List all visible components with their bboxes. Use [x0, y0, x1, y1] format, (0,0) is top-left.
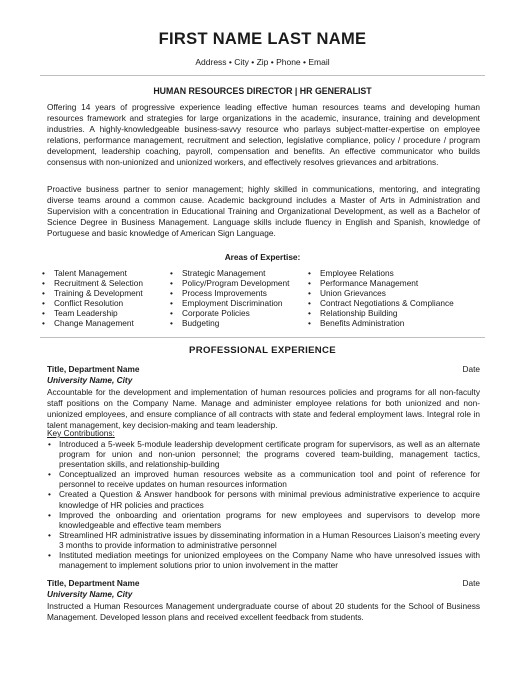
- skill-item: • Change Management: [40, 318, 143, 328]
- position-date: Date: [462, 364, 480, 374]
- skills-column-2: [168, 268, 289, 329]
- skill-item: • Training & Development: [40, 288, 143, 298]
- skill-item: • Process Improvements: [168, 288, 289, 298]
- skill-item: • Performance Management: [306, 278, 454, 288]
- skill-item: • Budgeting: [168, 318, 289, 328]
- skill-item: • Talent Management: [40, 268, 143, 278]
- divider: [40, 337, 485, 338]
- candidate-name: FIRST NAME LAST NAME: [158, 30, 367, 48]
- target-job-title: HUMAN RESOURCES DIRECTOR | HR GENERALIST: [153, 86, 372, 96]
- skill-item: • Policy/Program Development: [168, 278, 289, 288]
- contribution-item: • Instituted mediation meetings for unionized employees on the Company Name who have unresolved issues with management to implement solutions prior to union involvement in the matter: [47, 550, 480, 570]
- position-description: Accountable for the development and implementation of human resources policies and programs for all non-faculty staff positions on the Company Name. Manage and administer employee relations for both unionized and non-unionized employees, and ensure compliance of all contracts with state and federal employment laws. Integral role in talent management, key decision-making and team leadership.: [47, 387, 480, 430]
- position-title: Title, Department Name: [47, 364, 140, 374]
- skill-item: • Team Leadership: [40, 308, 143, 318]
- skill-item: • Employment Discrimination: [168, 298, 289, 308]
- skill-item: • Relationship Building: [306, 308, 454, 318]
- skill-item: • Employee Relations: [306, 268, 454, 278]
- contribution-item: • Improved the onboarding and orientation programs for new employees and supervisors to develop more knowledgeable and effective team members: [47, 510, 480, 530]
- skill-item: • Conflict Resolution: [40, 298, 143, 308]
- contribution-item: • Streamlined HR administrative issues by disseminating information in a Human Resources Liaison’s meeting every 3 months to provide information to administrative personnel: [47, 530, 480, 550]
- employer-name: University Name, City: [47, 589, 133, 599]
- skills-column-1: [40, 268, 143, 329]
- divider: [40, 75, 485, 76]
- experience-heading: PROFESSIONAL EXPERIENCE: [189, 345, 336, 356]
- contact-line: Address • City • Zip • Phone • Email: [195, 57, 330, 67]
- employer-name: University Name, City: [47, 375, 133, 385]
- position-date: Date: [462, 578, 480, 588]
- areas-of-expertise-heading: Areas of Expertise:: [224, 252, 301, 262]
- contribution-item: • Created a Question & Answer handbook for persons with minimal previous administrative experience to acquire knowledge of HR policies and practices: [47, 489, 480, 509]
- skill-item: • Corporate Policies: [168, 308, 289, 318]
- skill-item: • Benefits Administration: [306, 318, 454, 328]
- summary-paragraph-1: Offering 14 years of progressive experience leading effective human resources teams and developing human resources framework and strategies for large organizations in the academic, insurance, training and development industries. A highly-knowledgeable business-savvy resource who parlays subject-matter-expertise on employee relations, performance management, recruitment and selection, legislative compliance, policy / procedure / program development, leadership coaching, payroll, compensation and benefits. An effective communicator who builds consensus with non-unionized and unionized workers, and effectively resolves grievances and arbitrations.: [47, 102, 480, 167]
- summary-paragraph-2: Proactive business partner to senior management; highly skilled in communications, mentoring, and integrating diverse teams around a common cause. Academic background includes a Master of Arts in Administration and Supervision with a concentration in Educational Training and Organizational Development, as well as a Bachelor of Science Degree in Business Management. Language skills include fluency in English and Spanish, knowledge of Portuguese and basic knowledge of American Sign Language.: [47, 184, 480, 238]
- skill-item: • Recruitment & Selection: [40, 278, 143, 288]
- skill-item: • Contract Negotiations & Compliance: [306, 298, 454, 308]
- position-description: Instructed a Human Resources Management undergraduate course of about 20 students for the School of Business Management. Developed lesson plans and received excellent feedback from students.: [47, 601, 480, 622]
- contribution-item: • Conceptualized an improved human resources website as a communication tool and point of reference for personnel to receive updates on human resources information: [47, 469, 480, 489]
- key-contributions-label: Key Contributions:: [47, 428, 115, 438]
- position-title: Title, Department Name: [47, 578, 140, 588]
- skill-item: • Strategic Management: [168, 268, 289, 278]
- contribution-item: • Introduced a 5-week 5-module leadership development certificate program for supervisors, as well as an alternate program for union and non-union personnel; the programs covered team-building, management tactics, presentation skills, and relationship-building: [47, 439, 480, 469]
- skills-column-3: [306, 268, 454, 329]
- contributions-list: [47, 439, 480, 570]
- skill-item: • Union Grievances: [306, 288, 454, 298]
